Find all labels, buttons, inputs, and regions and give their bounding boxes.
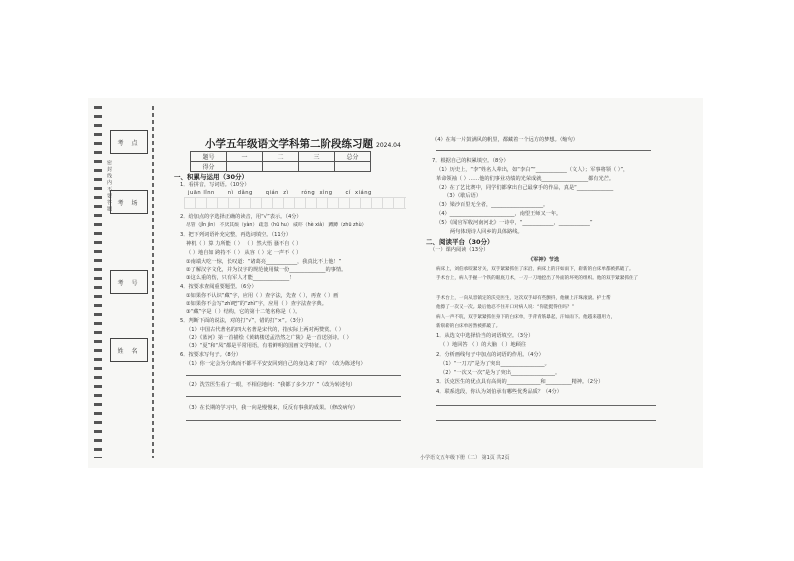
question-7-f: （5）《闻官军收河南河北》一诗中，“____________，____________” (436, 220, 593, 226)
pinyin: dǎng (237, 190, 253, 196)
name-box: 姓 名 (110, 338, 148, 362)
pinyin: lǐnn (203, 190, 215, 196)
score-label-cell: 得分 (191, 162, 227, 172)
question-6: 6．按要求写句子。（8分） (180, 352, 242, 358)
pinyin-answer-grid[interactable] (184, 197, 406, 209)
question-4-a: ①如果你不认识“藏”字，应用（ ）查字法，先查（ ），再查（ ）画 (186, 293, 339, 299)
score-cell[interactable] (263, 162, 299, 172)
question-2: 2．给加点的字选择正确的读音，用“√”表示。（4分） (180, 214, 302, 220)
pinyin: róng (301, 190, 316, 196)
question-3-b: ②了解汉字文化，并为汉字的规范使用做一份______________的事情。 (186, 267, 347, 273)
reading-question-2-b: （2）“一次又一次”是为了突出_________________。 (440, 370, 561, 376)
passage-paragraph: 手术台上，病人手握一个铁的眼底刀术，一刀一刀地挖出了外面的坏死的组织。他的双手紧紧抓住了 (436, 276, 639, 281)
pinyin: cí (345, 190, 351, 196)
exam-site-box: 考 点 (110, 130, 148, 154)
question-3-words: 神机（ ）算 力所能（ ） （ ）然大悟 骚不自（ ） (186, 241, 302, 247)
answer-line[interactable] (186, 420, 401, 421)
question-2-options: 尽管（jǐn jìn） 不厌其烦（yàn） 疏忽（hū hu） 威吓（hè xià） 蹲蹲（zhū zhù） (186, 223, 367, 228)
question-7-b: 革命领袖（ ）……他的们事业功绩的光荣成就__________________都有光芒。 (436, 176, 615, 182)
reading-question-2: 2．分析画线句子中加点的词语的作用。（4分） (436, 352, 544, 358)
score-header-cell: 总分 (335, 152, 371, 162)
score-header-cell: 二 (263, 152, 299, 162)
question-6-b: （2）洗笠医生看了一眼，不相信地问：“我都了多少刀？”（改为转述句） (186, 382, 356, 388)
question-3-words-2: （ ）地自如 跨持不（ ） 从容（ ）定 一声不（ ） (186, 250, 302, 256)
page-footer: 小学语文五年级下册（二） 第1页 共2页 (420, 455, 510, 461)
passage-paragraph: 手术台上，一向从容镇定的沃克医生，这次双手却有些颤抖，他额上汗珠滚滚。护士帮 (436, 296, 611, 301)
question-6-c: （3）在长期的学习中，我一向是慢慢来，反反有事我的成果。（修改病句） (186, 405, 358, 411)
score-cell[interactable] (227, 162, 263, 172)
question-6-a: （1）你一定会为分离而不都平平安安回到自己的身边来了吗？（改为陈述句） (186, 361, 366, 367)
question-3: 3．把下列词语补充完整，再选词填空。（11分） (180, 232, 292, 238)
question-5-c: （3）“夏”和“凤”都是平常用语，有着鲜明的国画文学特征。（ ） (186, 343, 334, 349)
question-5: 5．判断下面的说法，对的打“√”，错的打“×”。（3分） (180, 318, 307, 324)
question-7: 7．根据自己的积累填空。（8分） (432, 158, 509, 164)
exam-title: 小学五年级语文学科第二阶段练习题 (205, 138, 373, 150)
score-header-cell: 一 (227, 152, 263, 162)
score-cell[interactable] (335, 162, 371, 172)
score-cell[interactable] (299, 162, 335, 172)
question-7-c-note: （3）（歇后语） (444, 193, 482, 199)
answer-line[interactable] (186, 396, 401, 397)
page-title (205, 136, 401, 151)
question-3-a: ①南端大吃一惊，长叹道：“诸葛亮____________，我真比不上他！” (186, 259, 342, 265)
question-4-b: ②如果你不会写“zhì吧”的“zhì”字，应用（ ）查字法查字典。 (186, 301, 327, 307)
score-header-cell: 题号 (191, 152, 227, 162)
passage-paragraph: 新崭崭的白床单居然被抓破了。 (436, 324, 501, 329)
question-5-b: （2）《蓝河》第一首描绘《黄鹤楼送孟浩然之广陵》是一首送别诗。（ ） (186, 335, 352, 341)
question-5-a: （1）中国古代著名的四大名著是宋代的，指实际上两对两赞赏。（ ） (186, 327, 344, 333)
passage-paragraph: 病床上，刘伯承咬紧牙关，双手紧紧抓住了床沿，病床上的汗如雨下，崭新的白床单都被抓破了。 (436, 267, 634, 272)
reading-question-2-a: （1）“一刀刀”是为了突出_________________。 (440, 361, 550, 367)
question-4: 4．按要求查阅重要题型。（6分） (180, 284, 257, 290)
answer-line[interactable] (436, 420, 656, 421)
question-6-d: （4）在每一片鼓满风的帆里，都藏着一个远方的梦想。（缩句） (432, 137, 578, 143)
exam-date: 2024.04 (376, 142, 401, 149)
answer-line[interactable] (436, 405, 656, 406)
reading-question-1-options: （ ）地回答 （ ）的大脑 （ ）地顾往 (440, 342, 527, 348)
passage-paragraph: 他擦了一次又一次。最后他忍不住开口对病人说：“你能挺得住吗？” (436, 305, 574, 310)
section-1-heading: 一、积累与运用（30分） (174, 173, 249, 181)
passage-title: 《军神》节选 (528, 257, 560, 263)
pinyin: xìng (319, 190, 333, 196)
pinyin: nì (227, 190, 234, 196)
pinyin-row (188, 190, 372, 196)
score-header-cell: 三 (299, 152, 335, 162)
pinyin: qián (265, 190, 279, 196)
question-4-c: ③“藏”字是（ ）结构，它的第十二笔名称是（ ）。 (186, 309, 301, 315)
section-2-heading: 二、阅读平台（30分） (426, 238, 494, 246)
question-7-d: （3）梁沙百里无全者，____________________。 (436, 202, 549, 208)
reading-question-3: 3．沃克医生的优点具有高尚的_____________和__________精神。（2分） (436, 379, 604, 385)
answer-line[interactable] (436, 150, 651, 151)
pinyin: juān (188, 190, 202, 196)
score-table (190, 151, 371, 172)
question-7-c: （2）在了艺比赛中，同学们都拿出自己最拿手的作品，真是“______________ (436, 185, 614, 191)
exam-room-box: 考 场 (110, 190, 148, 214)
question-3-c: ③这么重的伤，只有军人才能______________！ (186, 275, 295, 281)
binding-holes (94, 106, 102, 458)
reading-question-4: 4．联系选段，你认为刘伯承有哪些优秀品质？（4分） (436, 389, 562, 395)
reading-1-heading: （一）课内阅读（13分） (430, 247, 489, 253)
question-1: 1．看拼音，写词语。（10分） (180, 182, 250, 188)
seal-line-text: 密 封 线 内 不 要 答 题 (106, 160, 112, 212)
question-7-f-2: 两句体现诗人回乡的具体路线。 (450, 229, 523, 235)
seal-line (152, 106, 154, 458)
pinyin: zì (283, 190, 289, 196)
answer-line[interactable] (186, 375, 401, 376)
exam-number-box: 考 号 (110, 270, 148, 294)
reading-question-1: 1．从选文中选择恰当的词语填空。（3分） (436, 333, 534, 339)
pinyin: xiáng (355, 190, 372, 196)
passage-paragraph: 病人一声不吭，双手紧紧抓住身下的白床单，手背青筋暴起，汗如雨下。他越来越用力， (436, 315, 616, 320)
binding-margin (90, 100, 162, 466)
question-7-a: （1）历史上，“李”姓名人辈出，如“李白”“____________（文人）；军事将领（ ）”， (436, 167, 629, 173)
question-7-e: （4）_________________________，南望王师又一年。 (436, 211, 562, 217)
